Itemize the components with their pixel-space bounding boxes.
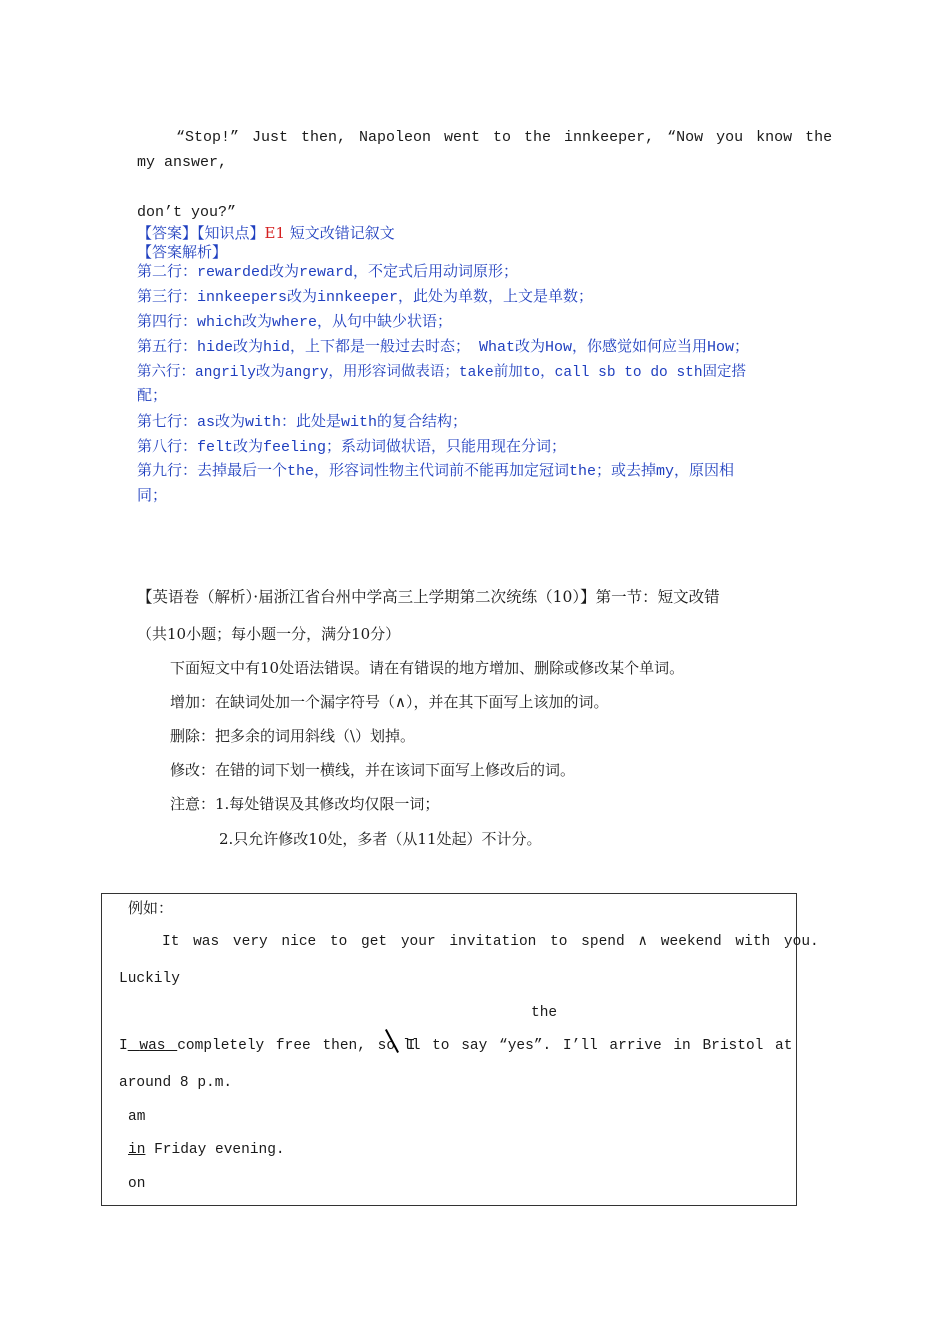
passage-line-1-text: “Stop!” Just then, Napoleon went to the innkeeper, “Now you know the xyxy=(176,129,833,146)
answer-label: 【答案】 xyxy=(137,224,198,242)
analysis-item: 同； xyxy=(137,488,168,505)
knowledge-point-text: 短文改错记叙文 xyxy=(285,224,395,242)
underlined-error-word: was xyxy=(139,1038,166,1054)
knowledge-point-label: 【知识点】 xyxy=(197,224,265,242)
analysis-item: 配； xyxy=(137,388,168,405)
passage-line-3: don’t you?” xyxy=(137,204,237,221)
passage-line-1 xyxy=(176,128,833,148)
instruction-line: 增加：在缺词处加一个漏字符号（∧），并在其下面写上该加的词。 xyxy=(170,693,609,711)
example-label: 例如： xyxy=(128,899,174,917)
underlined-error-word-in: in xyxy=(128,1142,146,1158)
analysis-item: 第六行：angrily改为angry，用形容词做表语；take前加to，call sb to do sth固定搭 xyxy=(137,365,747,381)
analysis-item: 第七行：as改为with：此处是with的复合结构； xyxy=(137,414,468,431)
analysis-item: 第八行：felt改为feeling；系动词做状语，只能用现在分词； xyxy=(137,439,567,456)
example-line-1 xyxy=(162,932,819,952)
analysis-item: 第三行：innkeepers改为innkeeper，此处为单数，上文是单数； xyxy=(137,289,594,306)
example-line-3 xyxy=(119,1036,415,1056)
answer-heading xyxy=(137,223,395,243)
section-subheading: （共10小题；每小题一分，满分10分） xyxy=(137,625,401,643)
example-line-3-start: I xyxy=(119,1038,128,1054)
example-insert-word: the xyxy=(531,1005,558,1021)
instruction-line: 修改：在错的词下划一横线，并在该词下面写上修改后的词。 xyxy=(170,761,576,779)
example-line-3-end: ll to say “yes”. I’ll arrive in Bristol at xyxy=(403,1038,793,1054)
analysis-item: 第二行：rewarded改为reward，不定式后用动词原形； xyxy=(137,264,519,281)
example-line-2: Luckily xyxy=(119,971,180,987)
section-heading: 【英语卷（解析）·届浙江省台州中学高三上学期第二次统练（10）】第一节：短文改错 xyxy=(137,588,720,606)
analysis-item: 第四行：which改为where，从句中缺少状语； xyxy=(137,314,453,331)
instruction-line: 2.只允许修改10处，多者（从11处起）不计分。 xyxy=(219,830,542,848)
example-line-5-rest: Friday evening. xyxy=(145,1142,285,1158)
example-line-5 xyxy=(128,1140,285,1160)
knowledge-point-code: E1 xyxy=(264,224,286,242)
example-line-3-middle: completely free then, so I xyxy=(177,1038,416,1054)
analysis-item: 第九行：去掉最后一个the，形容词性物主代词前不能再加定冠词the；或去掉my，原因相 xyxy=(137,463,735,480)
analysis-item: 第五行：hide改为hid，上下都是一般过去时态； What改为How，你感觉如何应当用How； xyxy=(137,339,750,356)
analysis-label: 【答案解析】 xyxy=(137,243,228,261)
instruction-line: 注意：1.每处错误及其修改均仅限一词； xyxy=(170,795,440,813)
instruction-line: 下面短文中有10处语法错误。请在有错误的地方增加、删除或修改某个单词。 xyxy=(170,659,685,677)
example-correction-on: on xyxy=(128,1176,146,1192)
instruction-line: 删除：把多余的词用斜线（\）划掉。 xyxy=(170,727,416,745)
passage-line-2: my answer, xyxy=(137,154,228,171)
example-line-1-text: It was very nice to get your invitation to spend ∧ weekend with you. xyxy=(162,934,819,950)
example-line-4: around 8 p.m. xyxy=(119,1075,233,1091)
example-correction-am: am xyxy=(128,1109,146,1125)
